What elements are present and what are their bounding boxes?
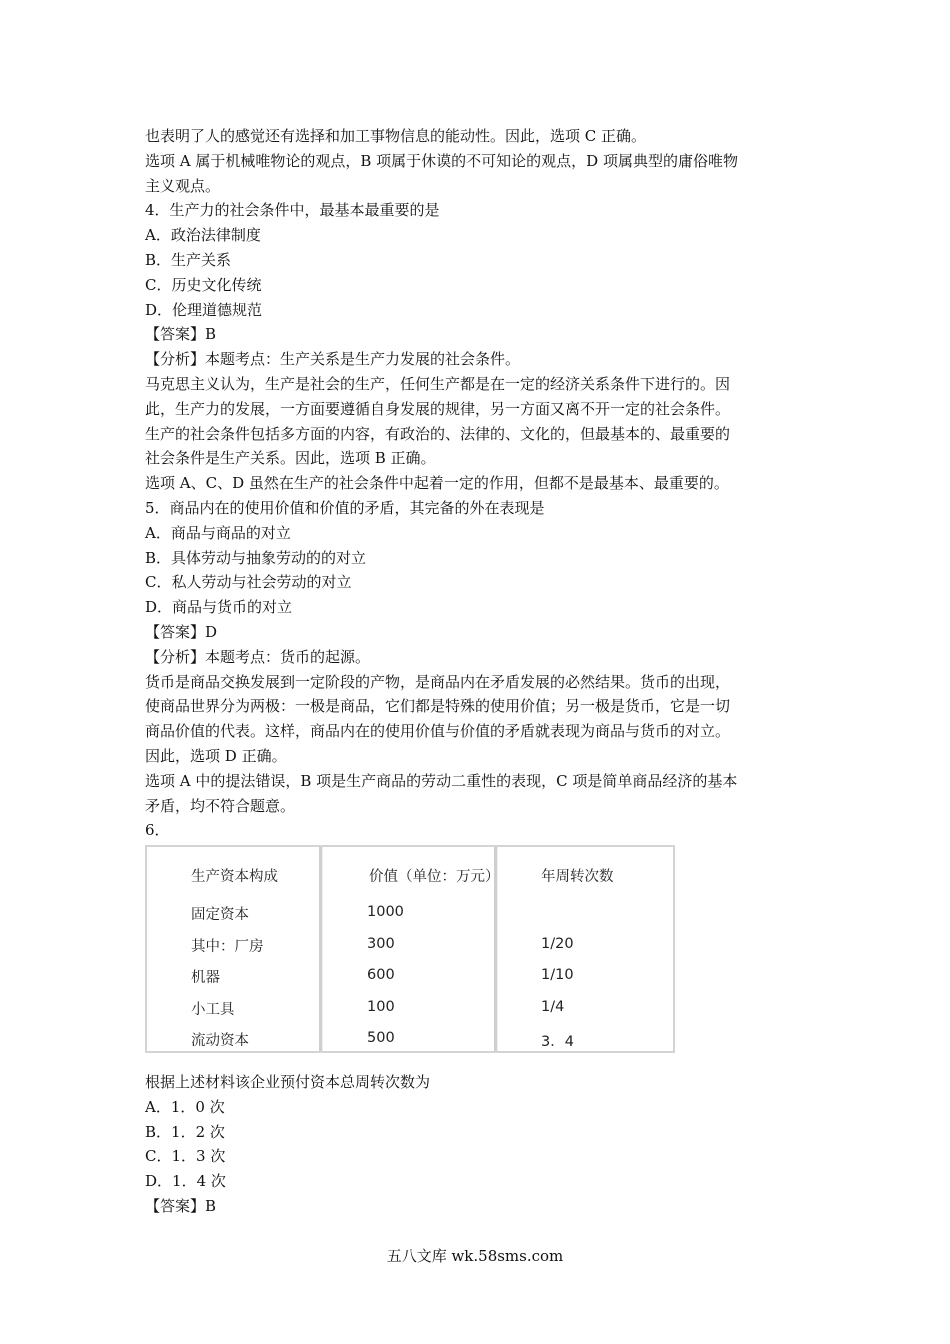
bottom-paragraphs bbox=[145, 1070, 813, 1219]
text-line: 选项 A 属于机械唯物论的观点，B 项属于休谟的不可知论的观点，D 项属典型的庸俗唯物 bbox=[145, 151, 738, 170]
table-cell: 其中：厂房 bbox=[191, 939, 264, 955]
text-line: 生产的社会条件包括多方面的内容，有政治的、法律的、文化的，但最基本的、最重要的 bbox=[145, 424, 731, 443]
table-header: 年周转次数 bbox=[541, 869, 614, 885]
table-cell: 1/20 bbox=[541, 936, 574, 952]
text-line: A．商品与商品的对立 bbox=[145, 523, 291, 542]
text-line: 马克思主义认为，生产是社会的生产，任何生产都是在一定的经济关系条件下进行的。因 bbox=[145, 374, 731, 393]
text-line: D．商品与货币的对立 bbox=[145, 598, 293, 617]
text-line: 【答案】B bbox=[145, 1196, 217, 1215]
capital-turnover-table bbox=[145, 845, 675, 1053]
text-line: 【答案】B bbox=[145, 325, 217, 344]
table-header: 价值（单位：万元） bbox=[369, 869, 500, 885]
footer-watermark: 五八文库 wk.58sms.com bbox=[386, 1247, 564, 1265]
table-cell: 500 bbox=[367, 1030, 395, 1046]
text-line: C．历史文化传统 bbox=[145, 275, 262, 294]
table-cell: 机器 bbox=[191, 970, 220, 986]
document-body bbox=[145, 124, 813, 843]
text-line: 使商品世界分为两极：一极是商品，它们都是特殊的使用价值；另一极是货币，它是一切 bbox=[145, 697, 731, 716]
text-line: B．具体劳动与抽象劳动的的对立 bbox=[145, 548, 367, 567]
text-line: 根据上述材料该企业预付资本总周转次数为 bbox=[145, 1073, 431, 1091]
table-cell: 1/10 bbox=[541, 967, 574, 983]
text-line: B．生产关系 bbox=[145, 250, 232, 269]
table-cell: 1/4 bbox=[541, 999, 565, 1015]
table-cell: 100 bbox=[367, 999, 395, 1015]
table-cell: 300 bbox=[367, 936, 395, 952]
text-line: 此，生产力的发展，一方面要遵循自身发展的规律，另一方面又离不开一定的社会条件。 bbox=[145, 399, 731, 418]
table-cell: 1000 bbox=[367, 904, 404, 920]
table-header: 生产资本构成 bbox=[191, 869, 278, 885]
text-line: 货币是商品交换发展到一定阶段的产物，是商品内在矛盾发展的必然结果。货币的出现， bbox=[145, 672, 731, 691]
table-cell: 固定资本 bbox=[191, 907, 249, 923]
text-line: 【分析】本题考点：生产关系是生产力发展的社会条件。 bbox=[145, 350, 521, 369]
table-cell: 3．4 bbox=[541, 1034, 574, 1050]
text-line: C．1．3 次 bbox=[145, 1147, 226, 1166]
text-line: D．伦理道德规范 bbox=[145, 300, 263, 319]
text-line: 矛盾，均不符合题意。 bbox=[145, 796, 296, 815]
table-cell: 流动资本 bbox=[191, 1033, 249, 1049]
text-line: B．1．2 次 bbox=[145, 1122, 225, 1141]
table-cell: 600 bbox=[367, 967, 395, 983]
text-line: 也表明了人的感觉还有选择和加工事物信息的能动性。因此，选项 C 正确。 bbox=[145, 127, 647, 145]
text-line: 【答案】D bbox=[145, 622, 218, 641]
column-divider bbox=[319, 847, 323, 1051]
text-line: 【分析】本题考点：货币的起源。 bbox=[145, 647, 371, 666]
text-line: 选项 A 中的提法错误，B 项是生产商品的劳动二重性的表现，C 项是简单商品经济的基本 bbox=[145, 771, 738, 790]
text-line: 选项 A、C、D 虽然在生产的社会条件中起着一定的作用，但都不是最基本、最重要的。 bbox=[145, 474, 729, 493]
text-line: 商品价值的代表。这样，商品内在的使用价值与价值的矛盾就表现为商品与货币的对立。 bbox=[145, 722, 731, 741]
text-line: 主义观点。 bbox=[145, 176, 221, 195]
text-line: A．1．0 次 bbox=[145, 1097, 225, 1116]
text-line: C．私人劳动与社会劳动的对立 bbox=[145, 573, 352, 592]
text-line: 社会条件是生产关系。因此，选项 B 正确。 bbox=[145, 449, 436, 468]
text-line: 6． bbox=[145, 821, 170, 840]
text-line: A．政治法律制度 bbox=[145, 226, 261, 245]
text-line: 因此，选项 D 正确。 bbox=[145, 746, 287, 765]
text-line: 5．商品内在的使用价值和价值的矛盾，其完备的外在表现是 bbox=[145, 498, 545, 517]
top-paragraphs bbox=[145, 124, 813, 843]
table-cell: 小工具 bbox=[191, 1002, 235, 1018]
text-line: D．1．4 次 bbox=[145, 1172, 226, 1191]
text-line: 4．生产力的社会条件中，最基本最重要的是 bbox=[145, 201, 440, 220]
